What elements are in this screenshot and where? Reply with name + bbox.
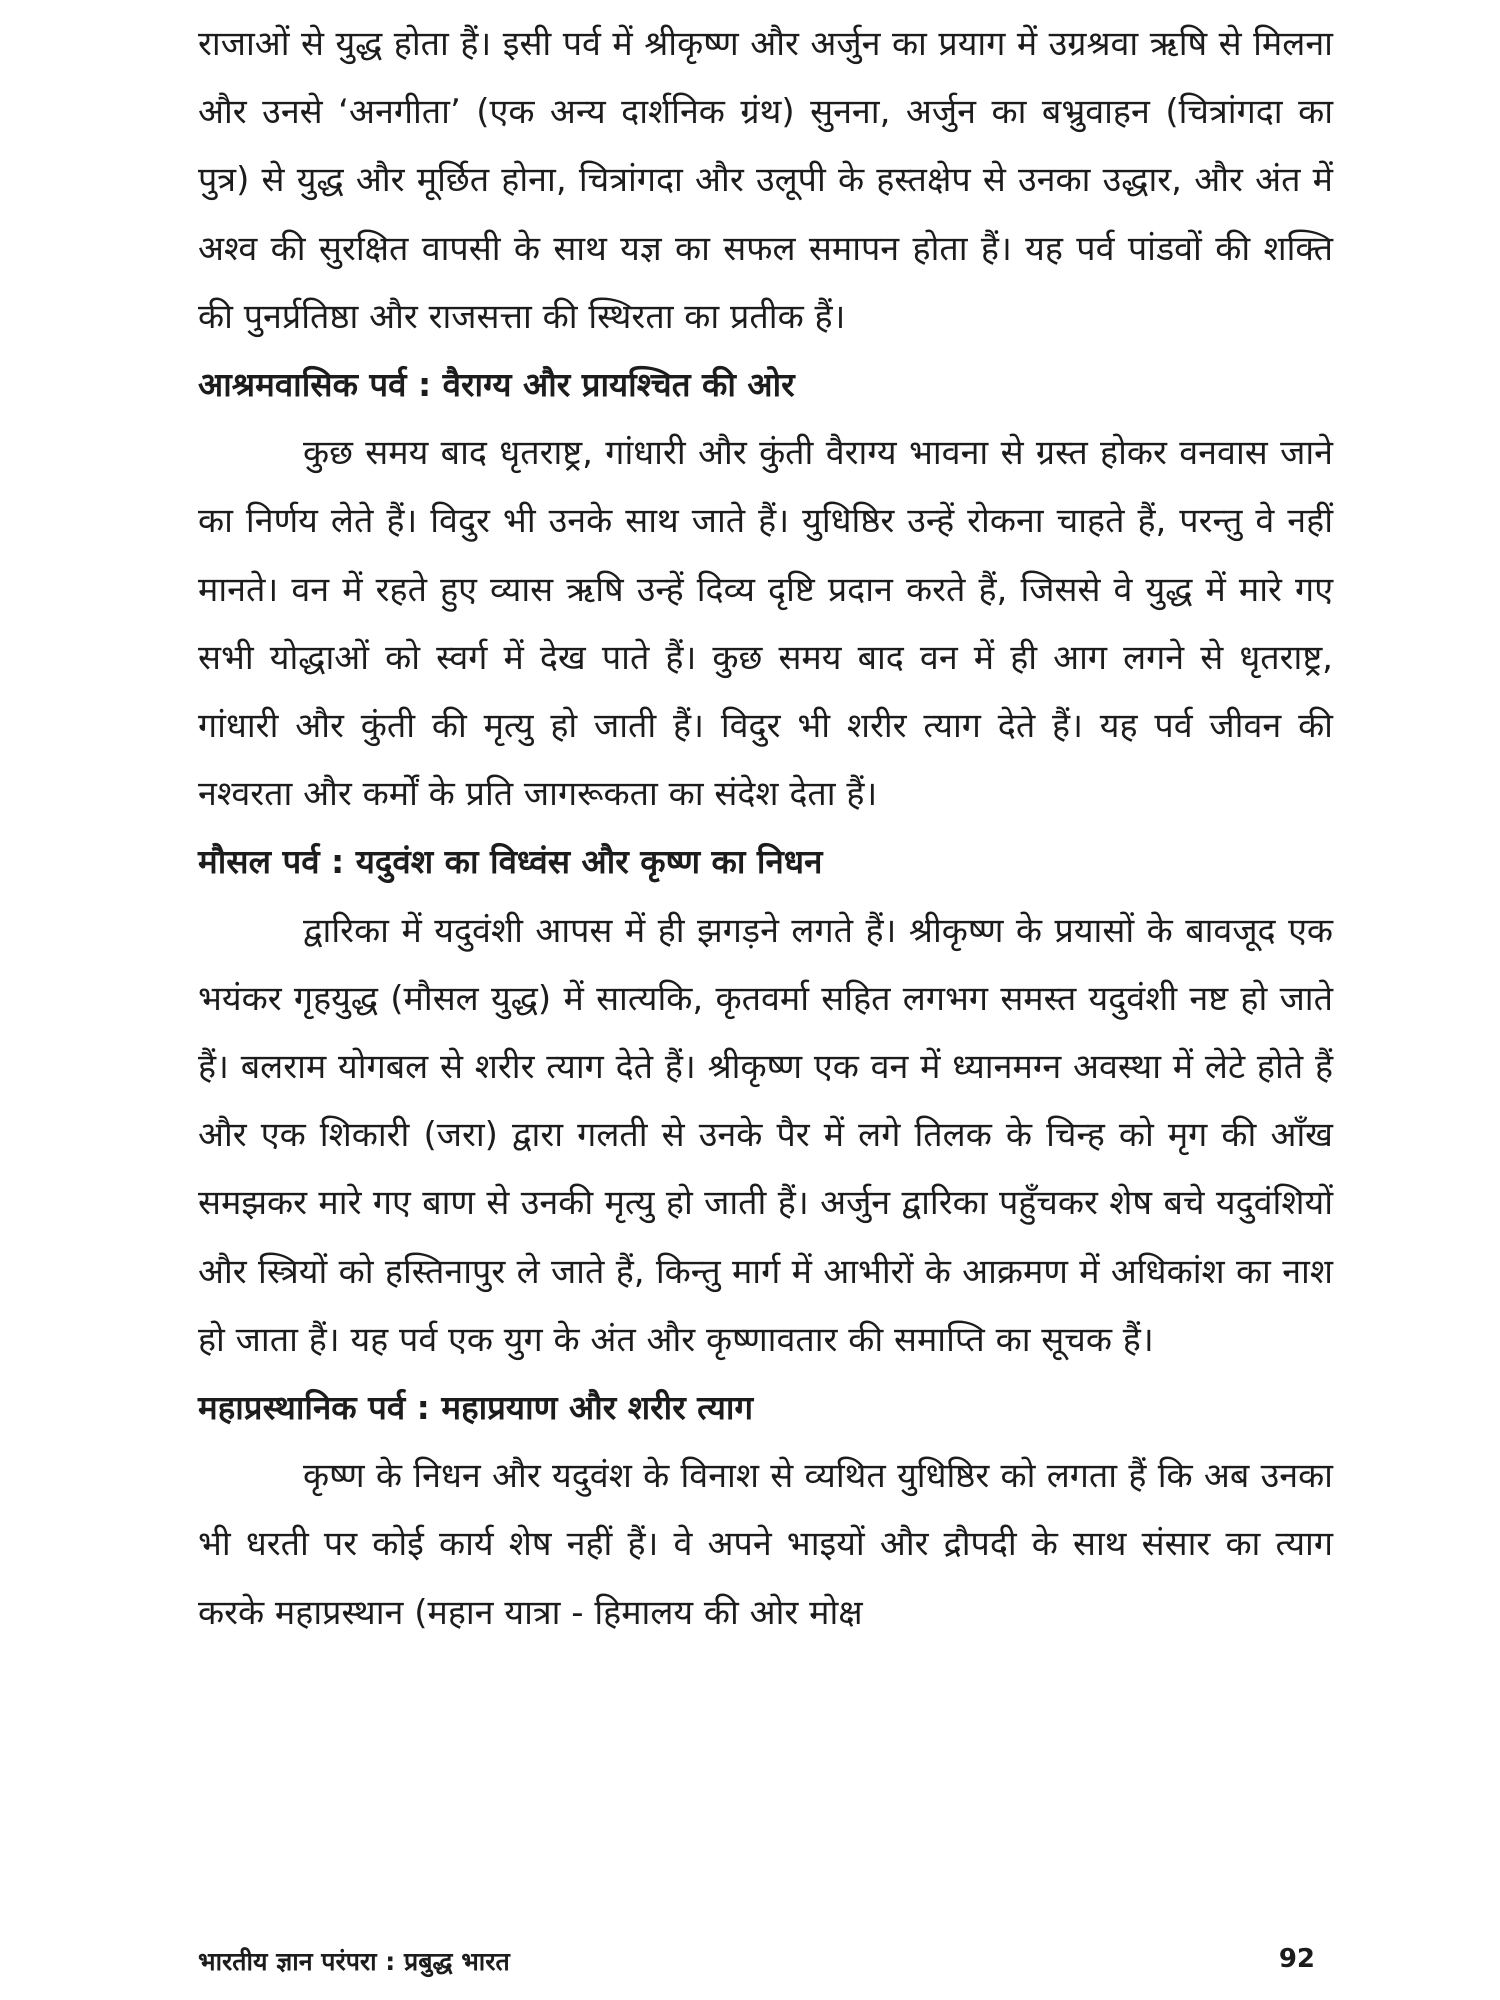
paragraph-ashvamedhika-continued: राजाओं से युद्ध होता हैं। इसी पर्व में श्रीकृष्ण और अर्जुन का प्रयाग में उग्रश्रवा ऋषि से मिलना और उनसे ‘अनगीता’ (एक अन्य दार्शनिक ग्रंथ) सुनना, अर्जुन का बभ्रुवाहन (चित्रांगदा का पुत्र) से युद्ध और मूर्छित होना, चित्रांगदा और उलूपी के हस्तक्षेप से उनका उद्धार, और अंत में अश्व की सुरक्षित वापसी के साथ यज्ञ का सफल समापन होता हैं। यह पर्व पांडवों की शक्ति की पुनर्प्रतिष्ठा और राजसत्ता की स्थिरता का प्रतीक हैं। [198, 24, 1333, 337]
page-body [198, 10, 1333, 1647]
section-heading-mausala-parva: मौसल पर्व : यदुवंश का विध्वंस और कृष्ण का निधन [198, 842, 823, 882]
paragraph-mahaprasthanika-parva: कृष्ण के निधन और यदुवंश के विनाश से व्यथित युधिष्ठिर को लगता हैं कि अब उनका भी धरती पर कोई कार्य शेष नहीं हैं। वे अपने भाइयों और द्रौपदी के साथ संसार का त्याग करके महाप्रस्थान (महान यात्रा - हिमालय की ओर मोक्ष [198, 1456, 1333, 1633]
page-number: 92 [1278, 1944, 1315, 1974]
paragraph-mausala-parva: द्वारिका में यदुवंशी आपस में ही झगड़ने लगते हैं। श्रीकृष्ण के प्रयासों के बावजूद एक भयंकर गृहयुद्ध (मौसल युद्ध) में सात्यकि, कृतवर्मा सहित लगभग समस्त यदुवंशी नष्ट हो जाते हैं। बलराम योगबल से शरीर त्याग देते हैं। श्रीकृष्ण एक वन में ध्यानमग्न अवस्था में लेटे होते हैं और एक शिकारी (जरा) द्वारा गलती से उनके पैर में लगे तिलक के चिन्ह को मृग की आँख समझकर मारे गए बाण से उनकी मृत्यु हो जाती हैं। अर्जुन द्वारिका पहुँचकर शेष बचे यदुवंशियों और स्त्रियों को हस्तिनापुर ले जाते हैं, किन्तु मार्ग में आभीरों के आक्रमण में अधिकांश का नाश हो जाता हैं। यह पर्व एक युग के अंत और कृष्णावतार की समाप्ति का सूचक हैं। [198, 910, 1333, 1360]
section-heading-mahaprasthanika-parva: महाप्रस्थानिक पर्व : महाप्रयाण और शरीर त्याग [198, 1388, 754, 1428]
section-heading-ashramavasika-parva: आश्रमवासिक पर्व : वैराग्य और प्रायश्चित की ओर [198, 365, 795, 405]
footer-book-title: भारतीय ज्ञान परंपरा : प्रबुद्ध भारत [198, 1947, 510, 1976]
page-footer [198, 1944, 1333, 1984]
paragraph-ashramavasika-parva: कुछ समय बाद धृतराष्ट्र, गांधारी और कुंती वैराग्य भावना से ग्रस्त होकर वनवास जाने का निर्णय लेते हैं। विदुर भी उनके साथ जाते हैं। युधिष्ठिर उन्हें रोकना चाहते हैं, परन्तु वे नहीं मानते। वन में रहते हुए व्यास ऋषि उन्हें दिव्य दृष्टि प्रदान करते हैं, जिससे वे युद्ध में मारे गए सभी योद्धाओं को स्वर्ग में देख पाते हैं। कुछ समय बाद वन में ही आग लगने से धृतराष्ट्र, गांधारी और कुंती की मृत्यु हो जाती हैं। विदुर भी शरीर त्याग देते हैं। यह पर्व जीवन की नश्वरता और कर्मों के प्रति जागरूकता का संदेश देता हैं। [198, 433, 1333, 815]
